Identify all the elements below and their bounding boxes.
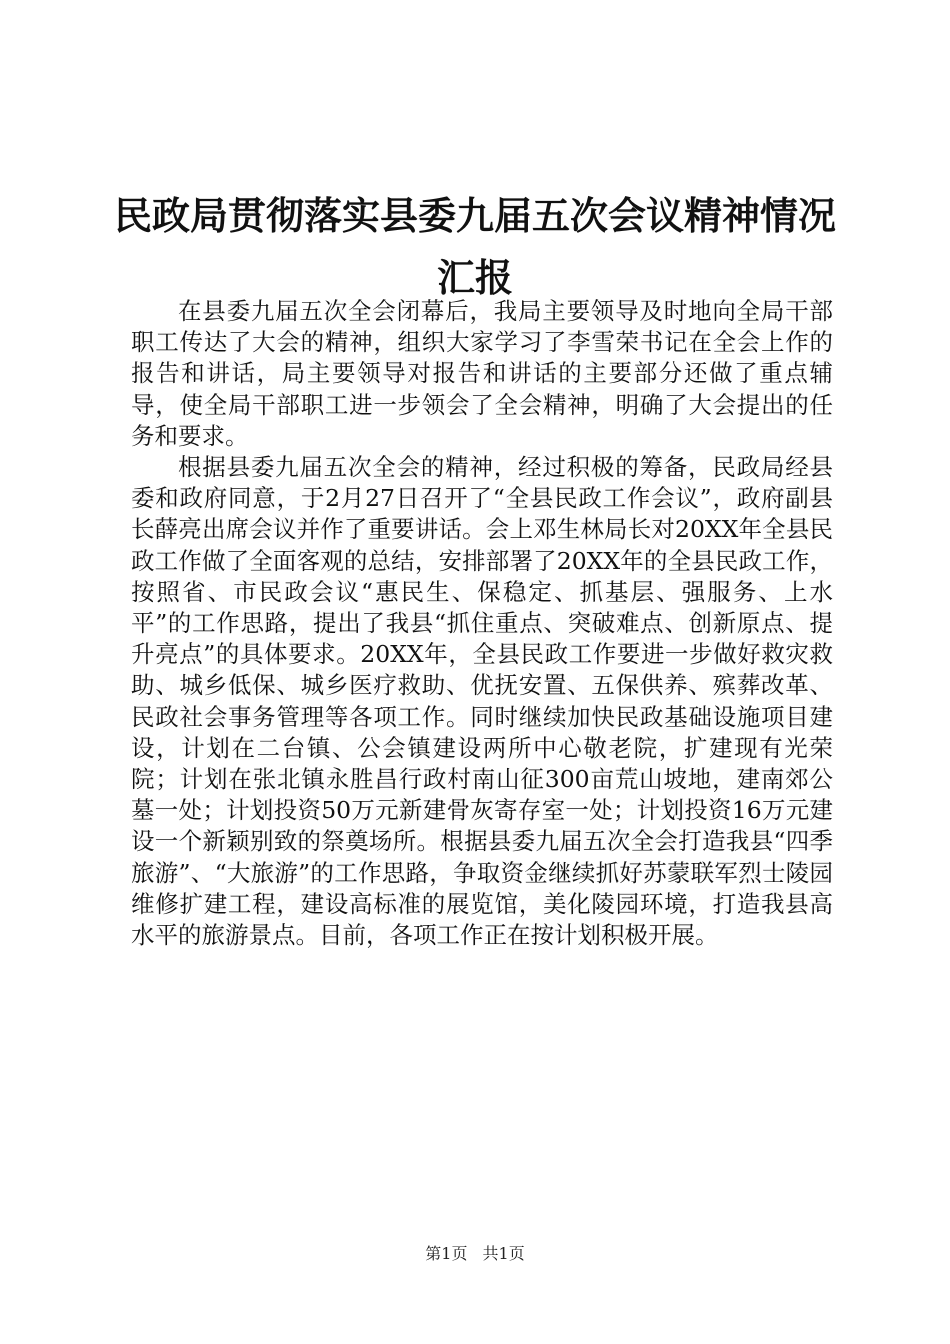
page-number-total: 共1页 <box>482 1244 525 1263</box>
page-number-current: 第1页 <box>425 1244 468 1263</box>
paragraph-1: 在县委九届五次全会闭幕后，我局主要领导及时地向全局干部职工传达了大会的精神，组织大家学习了李雪荣书记在全会上作的报告和讲话，局主要领导对报告和讲话的主要部分还做了重点辅导，使全局干部职工进一步领会了全会精神，明确了大会提出的任务和要求。 <box>131 297 833 450</box>
page-footer <box>0 1244 950 1264</box>
document-body <box>131 296 833 951</box>
paragraph-2: 根据县委九届五次全会的精神，经过积极的筹备，民政局经县委和政府同意，于2月27日召开了“全县民政工作会议”，政府副县长薛亮出席会议并作了重要讲话。会上邓生林局长对20XX年全县民政工作做了全面客观的总结，安排部署了20XX年的全县民政工作，按照省、市民政会议“惠民生、保稳定、抓基层、强服务、上水平”的工作思路，提出了我县“抓住重点、突破难点、创新原点、提升亮点”的具体要求。20XX年，全县民政工作要进一步做好救灾救助、城乡低保、城乡医疗救助、优抚安置、五保供养、殡葬改革、民政社会事务管理等各项工作。同时继续加快民政基础设施项目建设，计划在二台镇、公会镇建设两所中心敬老院，扩建现有光荣院；计划在张北镇永胜昌行政村南山征300亩荒山坡地，建南郊公墓一处；计划投资50万元新建骨灰寄存室一处；计划投资16万元建设一个新颖别致的祭奠场所。根据县委九届五次全会打造我县“四季旅游”、“大旅游”的工作思路，争取资金继续抓好苏蒙联军烈士陵园维修扩建工程，建设高标准的展览馆，美化陵园环境，打造我县高水平的旅游景点。目前，各项工作正在按计划积极开展。 <box>131 453 833 950</box>
document-title: 民政局贯彻落实县委九届五次会议精神情况汇报 <box>113 193 836 301</box>
